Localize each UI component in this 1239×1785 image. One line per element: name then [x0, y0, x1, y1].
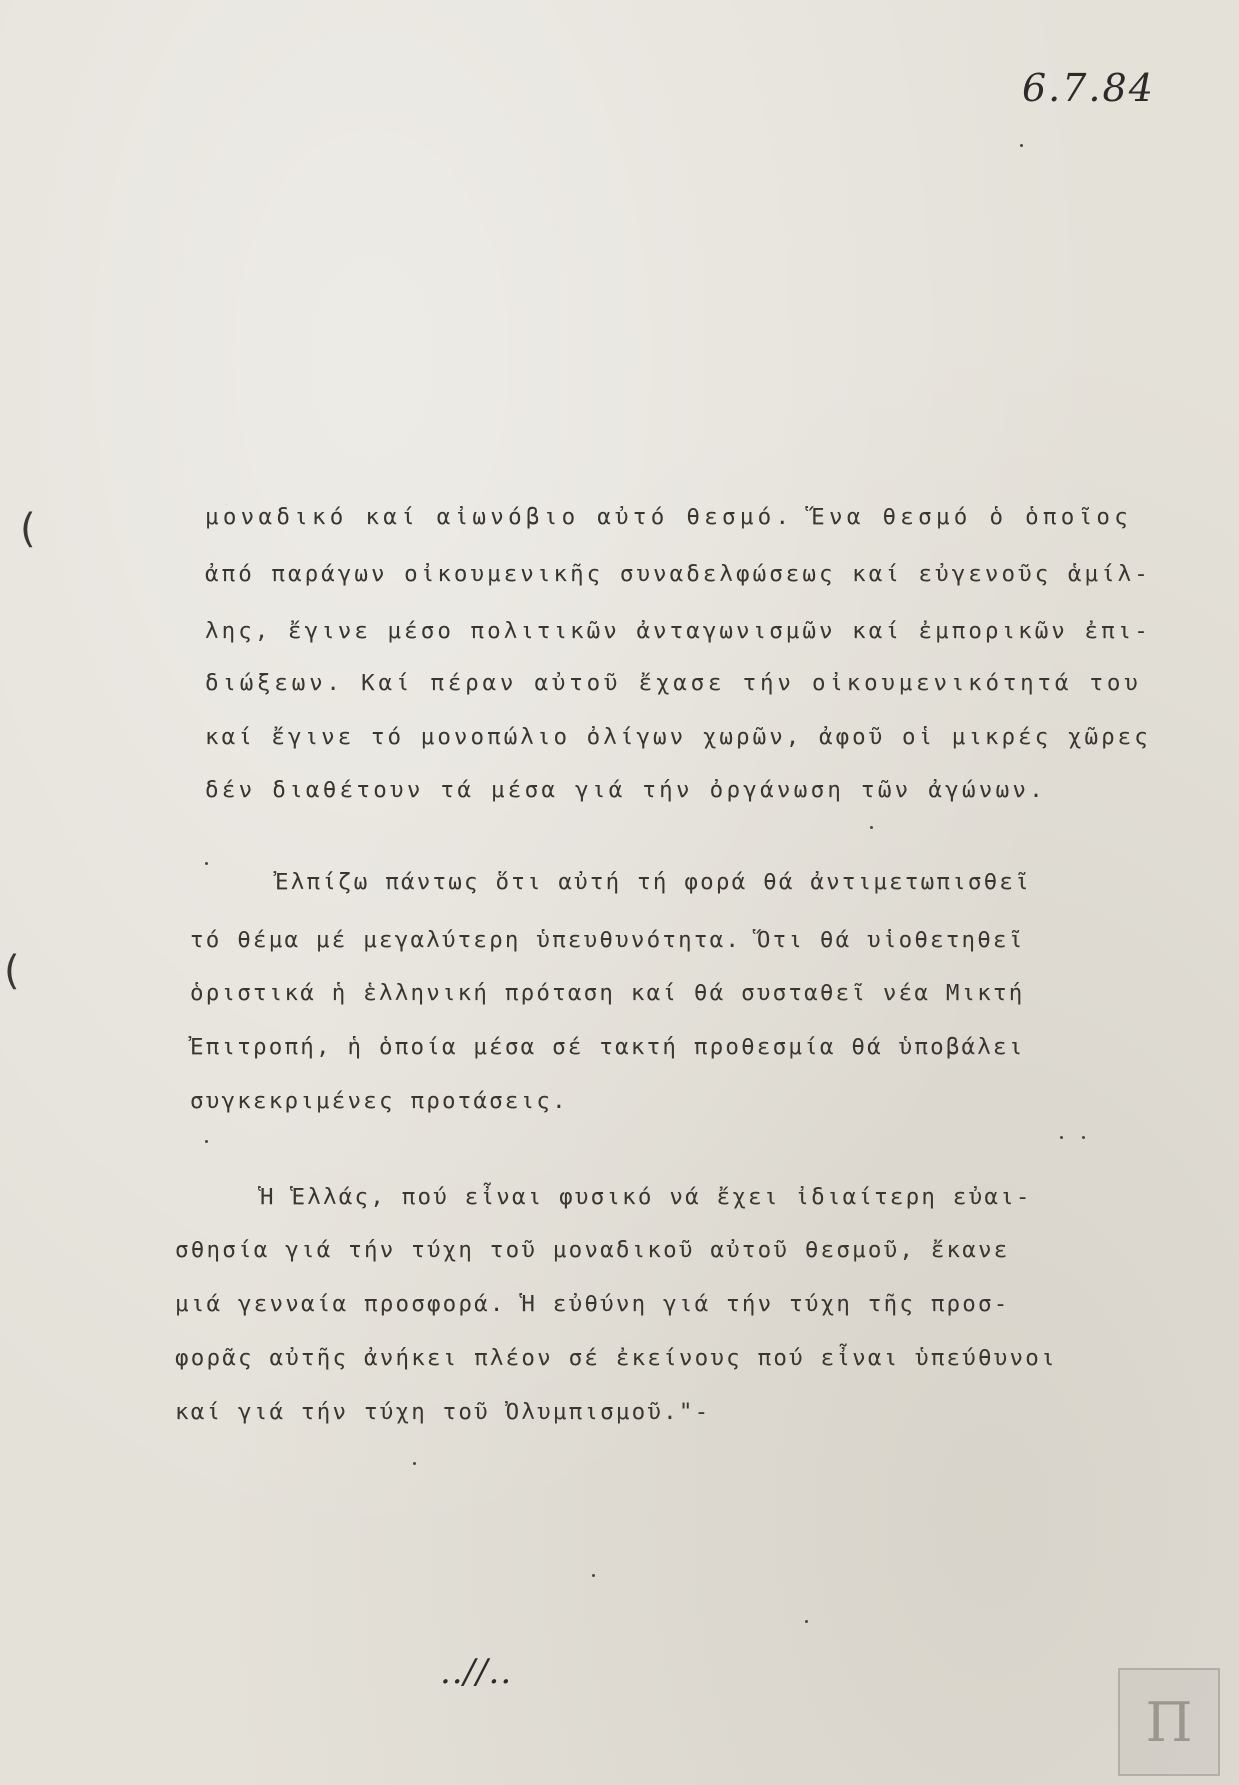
speck-mark [592, 1574, 595, 1577]
speck-mark [1082, 1136, 1085, 1139]
speck-mark [1060, 1136, 1063, 1139]
page-continuation-mark: ..//.. [440, 1652, 513, 1692]
speck-mark [870, 826, 873, 829]
speck-mark [205, 862, 208, 865]
archive-seal: Π [1118, 1668, 1220, 1776]
speck-mark [805, 1620, 808, 1623]
text-line: Ἐλπίζω πάντως ὅτι αὐτή τή φορά θά ἀντιμετωπισθεῖ [275, 869, 1031, 895]
text-line: ὁριστικά ἡ ἑλληνική πρόταση καί θά συσταθεῖ νέα Μικτή [190, 980, 1025, 1006]
text-line: μοναδικό καί αἰωνόβιο αὐτό θεσμό. Ἕνα θεσμό ὁ ὁποῖος [205, 504, 1133, 530]
text-line: διώξεων. Καί πέραν αὐτοῦ ἔχασε τήν οἰκουμενικότητά του [205, 670, 1142, 696]
speck-mark [205, 1140, 208, 1143]
text-line: λης, ἔγινε μέσο πολιτικῶν ἀνταγωνισμῶν καί ἐμπορικῶν ἐπι- [205, 618, 1151, 644]
text-line: Ἐπιτροπή, ἡ ὁποία μέσα σέ τακτή προθεσμία θά ὑποβάλει [190, 1034, 1025, 1060]
handwritten-date: 6.7.84 [1022, 66, 1155, 110]
text-line: μιά γενναία προσφορά. Ἡ εὐθύνη γιά τήν τύχη τῆς προσ- [175, 1291, 1010, 1317]
text-line: φορᾶς αὐτῆς ἀνήκει πλέον σέ ἐκείνους πού εἶναι ὑπεύθυνοι [175, 1345, 1057, 1371]
text-line: ἀπό παράγων οἰκουμενικῆς συναδελφώσεως καί εὐγενοῦς ἁμίλ- [205, 561, 1151, 587]
text-line: καί ἔγινε τό μονοπώλιο ὀλίγων χωρῶν, ἀφοῦ οἱ μικρές χῶρες [205, 724, 1151, 750]
text-line: καί γιά τήν τύχη τοῦ Ὀλυμπισμοῦ."- [175, 1399, 711, 1425]
speck-mark [1020, 144, 1023, 147]
hole-punch-mark-bottom: ( [4, 948, 20, 994]
text-line: τό θέμα μέ μεγαλύτερη ὑπευθυνότητα. Ὅτι θά υἱοθετηθεῖ [190, 927, 1025, 953]
text-line: συγκεκριμένες προτάσεις. [190, 1088, 568, 1114]
text-line: Ἡ Ἑλλάς, πού εἶναι φυσικό νά ἔχει ἰδιαίτερη εὐαι- [260, 1184, 1032, 1210]
hole-punch-mark-top: ( [20, 506, 36, 552]
speck-mark [413, 1462, 416, 1465]
text-line: δέν διαθέτουν τά μέσα γιά τήν ὀργάνωση τῶν ἀγώνων. [205, 777, 1047, 803]
text-line: σθησία γιά τήν τύχη τοῦ μοναδικοῦ αὐτοῦ θεσμοῦ, ἔκανε [175, 1237, 1010, 1263]
